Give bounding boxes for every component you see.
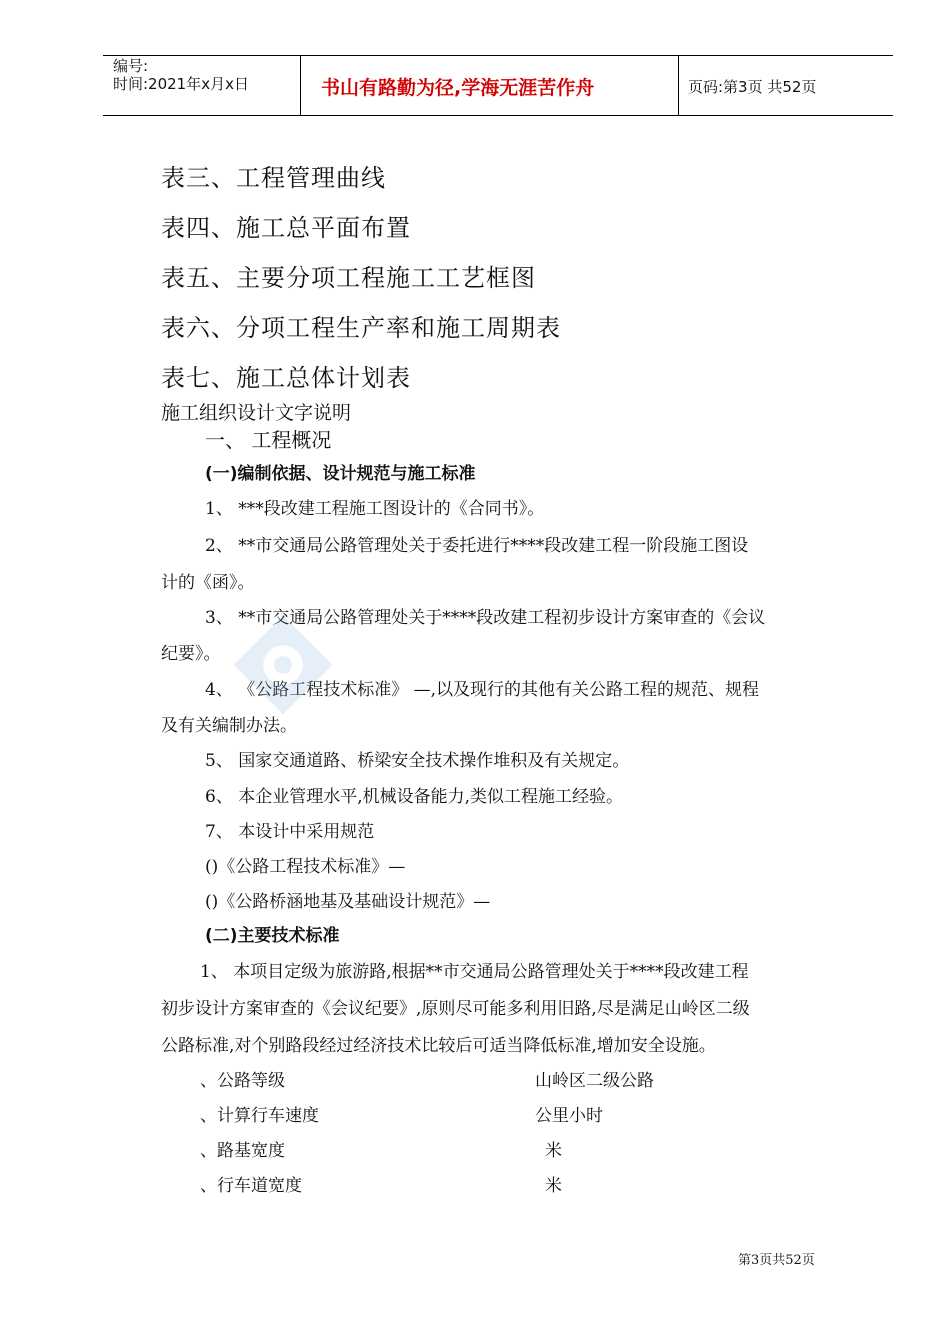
header-slogan: 书山有路勤为径,学海无涯苦作舟	[321, 77, 595, 99]
list-item: 纪要》。	[161, 644, 221, 664]
header-time-label: 时间:2021年x月x日	[113, 75, 249, 93]
subsection-title-1: (一)编制依据、设计规范与施工标准	[205, 464, 476, 484]
spec-value: 公里小时	[535, 1106, 603, 1126]
header-divider-left	[300, 55, 301, 115]
list-item: 6、 本企业管理水平,机械设备能力,类似工程施工经验。	[205, 787, 624, 807]
header-divider-right	[678, 55, 679, 115]
list-item: 及有关编制办法。	[161, 716, 297, 736]
footer-page-number: 第3页共52页	[738, 1253, 815, 1268]
table-title-4: 表四、施工总平面布置	[161, 214, 411, 242]
spec-value: 山岭区二级公路	[535, 1071, 654, 1091]
table-title-3: 表三、工程管理曲线	[161, 164, 386, 192]
table-title-6: 表六、分项工程生产率和施工周期表	[161, 314, 561, 342]
table-title-7: 表七、施工总体计划表	[161, 364, 411, 392]
spec-label: 、路基宽度	[200, 1141, 285, 1161]
header-page-label: 页码:第3页 共52页	[688, 78, 817, 96]
list-item: 5、 国家交通道路、桥梁安全技术操作堆积及有关规定。	[205, 751, 630, 771]
list-item: 2、 **市交通局公路管理处关于委托进行****段改建工程一阶段施工图设	[205, 536, 749, 556]
list-item: ()《公路桥涵地基及基础设计规范》—	[205, 892, 491, 912]
spec-value: 米	[545, 1141, 562, 1161]
list-item: 7、 本设计中采用规范	[205, 822, 375, 842]
spec-value: 米	[545, 1176, 562, 1196]
paragraph-line: 初步设计方案审查的《会议纪要》,原则尽可能多利用旧路,尽是满足山岭区二级	[161, 999, 750, 1019]
header-bottom-rule	[103, 115, 893, 116]
paragraph-line: 1、 本项目定级为旅游路,根据**市交通局公路管理处关于****段改建工程	[200, 962, 749, 982]
header-top-rule	[103, 55, 893, 56]
chapter-title: 一、 工程概况	[205, 428, 332, 452]
list-item: 1、 ***段改建工程施工图设计的《合同书》。	[205, 499, 545, 519]
header-number-label: 编号:	[113, 57, 149, 75]
section-title: 施工组织设计文字说明	[161, 402, 352, 424]
list-item: ()《公路工程技术标准》—	[205, 857, 406, 877]
paragraph-line: 公路标准,对个别路段经过经济技术比较后可适当降低标准,增加安全设施。	[161, 1036, 716, 1056]
list-item: 3、 **市交通局公路管理处关于****段改建工程初步设计方案审查的《会议	[205, 608, 766, 628]
list-item: 4、 《公路工程技术标准》 —,以及现行的其他有关公路工程的规范、规程	[205, 680, 760, 700]
subsection-title-2: (二)主要技术标准	[205, 926, 340, 946]
spec-label: 、行车道宽度	[200, 1176, 302, 1196]
watermark-logo-icon	[228, 610, 338, 720]
spec-label: 、公路等级	[200, 1071, 285, 1091]
spec-label: 、计算行车速度	[200, 1106, 319, 1126]
table-title-5: 表五、主要分项工程施工工艺框图	[161, 264, 536, 292]
list-item: 计的《函》。	[161, 573, 255, 593]
